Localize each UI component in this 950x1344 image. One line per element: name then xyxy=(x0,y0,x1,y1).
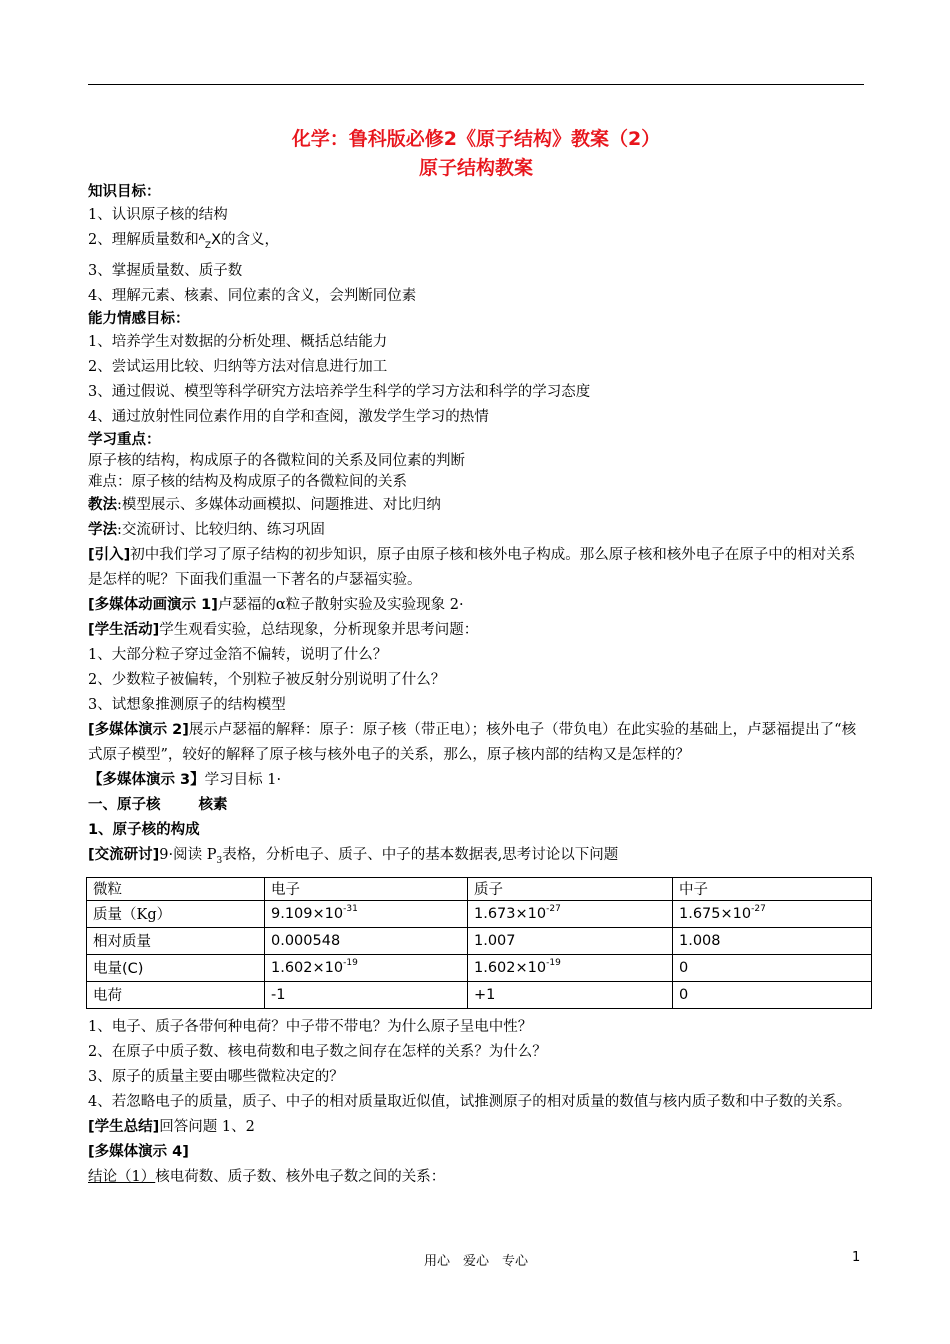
activity-item-3: 3、试想象推测原子的结构模型 xyxy=(88,696,286,713)
question-4: 4、若忽略电子的质量，质子、中子的相对质量取近似值，试推测原子的相对质量的数值与核内质子数和中子数的关系。 xyxy=(88,1093,852,1110)
demo-2: [多媒体演示 2]展示卢瑟福的解释：原子：原子核（带正电）；核外电子（带负电）在此实验的基础上，卢瑟福提出了“核式原子模型”，较好的解释了原子核与核外电子的关系，那么，原子核内部的结构又是怎样的？ xyxy=(88,721,857,763)
learning-method: 学法:交流研讨、比较归纳、练习巩固 xyxy=(88,521,325,538)
table-cell: $1.602\times 10^{-19}$ xyxy=(468,954,673,981)
activity-item-2: 2、少数粒子被偏转，个别粒子被反射分别说明了什么？ xyxy=(88,671,446,688)
knowledge-item-1: 1、认识原子核的结构 xyxy=(88,207,228,223)
table-row-label: 质量（Kg） xyxy=(87,900,265,927)
student-summary: [学生总结]回答问题 1、2 xyxy=(88,1118,255,1135)
difficulty-text: 难点：原子核的结构及构成原子的各微粒间的关系 xyxy=(88,473,407,490)
conclusion-1: 结论（1）核电荷数、质子数、核外电子数之间的关系： xyxy=(88,1168,446,1185)
page-number: 1 xyxy=(852,1250,861,1265)
table-row-label: 电量(C) xyxy=(87,954,265,981)
table-cell: +1 xyxy=(468,981,673,1008)
document-title: 化学：鲁科版必修2《原子结构》教案（2） xyxy=(291,128,661,150)
exchange-discussion: [交流研讨]9·阅读 $P_3$表格，分析电子、质子、中子的基本数据表,思考讨论以下问题 xyxy=(88,846,619,866)
table-row xyxy=(87,981,872,1008)
knowledge-item-3: 3、掌握质量数、质子数 xyxy=(88,262,243,279)
section-heading-1: 一、原子核 核素 xyxy=(88,796,228,813)
table-cell: 0.000548 xyxy=(265,927,468,954)
focus-heading: 学习重点： xyxy=(88,431,161,448)
page-footer: 用心 爱心 专心 xyxy=(423,1254,528,1269)
table-row-label: 电荷 xyxy=(87,981,265,1008)
ability-item-1: 1、培养学生对数据的分析处理、概括总结能力 xyxy=(88,333,388,350)
section-heading-2: 1、原子核的构成 xyxy=(88,821,200,838)
focus-text: 原子核的结构，构成原子的各微粒间的关系及同位素的判断 xyxy=(88,452,465,469)
question-3: 3、原子的质量主要由哪些微粒决定的？ xyxy=(88,1068,344,1085)
table-row-label: 相对质量 xyxy=(87,927,265,954)
knowledge-item-2 xyxy=(88,228,868,259)
ability-item-4: 4、通过放射性同位素作用的自学和查阅，激发学生学习的热情 xyxy=(88,408,489,425)
demo-3: 【多媒体演示 3】学习目标 1· xyxy=(88,771,282,788)
table-row xyxy=(87,927,872,954)
knowledge-item-2-tail: 的含义， xyxy=(221,232,280,248)
table-header-cell: 电子 xyxy=(265,877,468,900)
table-cell: -1 xyxy=(265,981,468,1008)
table-cell: $1.602\times 10^{-19}$ xyxy=(265,954,468,981)
table-cell: 0 xyxy=(673,954,872,981)
intro-paragraph: [引入]初中我们学习了原子结构的初步知识，原子由原子核和核外电子构成。那么原子核和核外电子在原子中的相对关系是怎样的呢？下面我们重温一下著名的卢瑟福实验。 xyxy=(88,546,856,588)
question-1: 1、电子、质子各带何种电荷？中子带不带电？为什么原子呈电中性？ xyxy=(88,1018,533,1035)
document-subtitle: 原子结构教案 xyxy=(418,157,533,179)
student-activity: [学生活动]学生观看实验，总结现象，分析现象并思考问题： xyxy=(88,621,479,638)
table-row xyxy=(87,954,872,981)
table-cell: 0 xyxy=(673,981,872,1008)
activity-item-1: 1、大部分粒子穿过金箔不偏转，说明了什么？ xyxy=(88,646,388,663)
table-cell: $1.675\times 10^{-27}$ xyxy=(673,900,872,927)
document-body xyxy=(88,182,868,1190)
question-2: 2、在原子中质子数、核电荷数和电子数之间存在怎样的关系？为什么？ xyxy=(88,1043,547,1060)
table-row xyxy=(87,900,872,927)
header-rule xyxy=(88,84,864,85)
demo-1: [多媒体动画演示 1]卢瑟福的α粒子散射实验及实验现象 2· xyxy=(88,596,464,613)
table-cell: $9.109\times 10^{-31}$ xyxy=(265,900,468,927)
knowledge-heading: 知识目标： xyxy=(88,184,161,200)
knowledge-item-2-text: 2、理解质量数和 xyxy=(88,232,199,248)
table-header-cell: 质子 xyxy=(468,877,673,900)
ability-item-2: 2、尝试运用比较、归纳等方法对信息进行加工 xyxy=(88,358,388,375)
table-header-cell: 微粒 xyxy=(87,877,265,900)
knowledge-item-4: 4、理解元素、核素、同位素的含义，会判断同位素 xyxy=(88,287,417,304)
table-header-cell: 中子 xyxy=(673,877,872,900)
particle-data-table xyxy=(86,877,872,1009)
ability-item-3: 3、通过假说、模型等科学研究方法培养学生科学的学习方法和科学的学习态度 xyxy=(88,383,591,400)
demo-4: [多媒体演示 4] xyxy=(88,1143,189,1160)
nuclide-symbol: $^A_Z$X xyxy=(198,232,222,251)
table-cell: 1.007 xyxy=(468,927,673,954)
ability-heading: 能力情感目标： xyxy=(88,310,190,327)
table-header-row xyxy=(87,877,872,900)
table-cell: 1.008 xyxy=(673,927,872,954)
teaching-method: 教法:模型展示、多媒体动画模拟、问题推进、对比归纳 xyxy=(88,496,441,513)
table-cell: $1.673\times 10^{-27}$ xyxy=(468,900,673,927)
